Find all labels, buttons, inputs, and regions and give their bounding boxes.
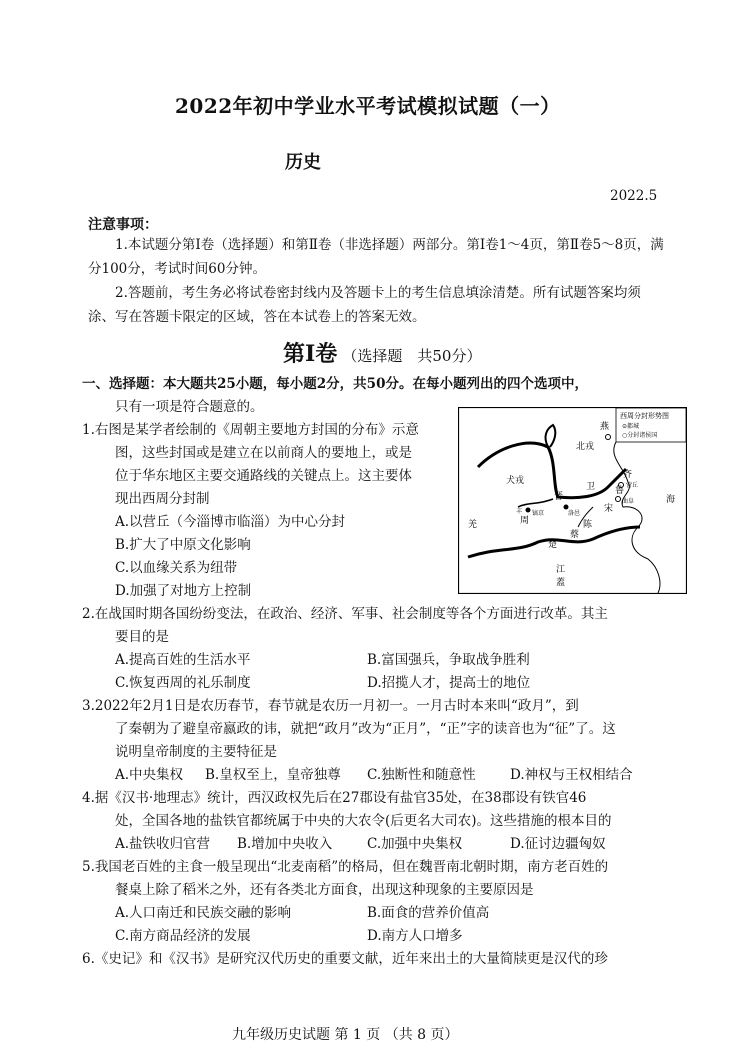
q3-line-2: 了秦朝为了避皇帝嬴政的讳，就把“政月”改为“正月”，“正”字的读音也为“征”了。这 [115,721,616,737]
map-legend-state: ○分封诸侯国 [622,432,658,439]
q6-line-1: 6.《史记》和《汉书》是研究汉代历史的重要文献，近年来出土的大量简牍更是汉代的珍 [82,951,608,967]
q2-option-c: C.恢复西周的礼乐制度 [115,675,251,691]
exam-title: 2022年初中学业水平考试模拟试题（一） [175,94,561,118]
q4-option-b: B.增加中央收入 [237,836,333,852]
notice-item-2: 2.答题前，考生务必将试卷密封线内及答题卡上的考生信息填涂清楚。所有试题答案均须涂、写在答题卡限定的区域，答在本试卷上的答案无效。 [88,285,641,325]
q3-option-d: D.神权与王权相结合 [510,767,633,783]
q5-option-d: D.南方人口增多 [367,928,463,944]
map-label-cai: 蔡 [570,530,580,540]
map-label-yingqiu: 营丘 [626,482,639,489]
q1-option-d: D.加强了对地方上控制 [115,583,252,599]
map-label-gai: 蓋 [556,578,566,588]
map-label-jiang: 江 [556,565,566,575]
q4-option-a: A.盐铁收归官营 [115,836,211,852]
map-label-qi: 齐 [623,470,633,480]
map-label-jin: 晋 [554,492,564,502]
map-title: 西周分封形势图 [620,412,669,420]
section-title-main: 第Ⅰ卷 [283,341,338,367]
q1-line-1: 1.右图是某学者绘制的《周朝主要地方封国的分布》示意 [82,422,419,438]
map-label-qiang: 羌 [468,520,478,530]
map-label-song: 宋 [604,504,614,514]
q1-option-a: A.以营丘（今淄博市临淄）为中心分封 [115,514,346,530]
map-label-yan: 燕 [600,422,610,432]
section-title-sub: （选择题 共50分） [342,347,482,365]
map-label-chen: 陈 [583,520,593,530]
q3-option-b: B.皇权至上，皇帝独尊 [205,767,341,783]
exam-subject: 历史 [285,152,321,173]
q3-line-3: 说明皇帝制度的主要特征是 [115,744,277,760]
q2-line-2: 要目的是 [115,629,169,645]
map-label-chu: 楚 [548,540,558,550]
page-footer: 九年级历史试题 第 1 页 （共 8 页） [232,1027,459,1043]
q3-option-a: A.中央集权 [115,767,184,783]
q2-option-a: A.提高百姓的生活水平 [115,652,251,668]
map-label-luoyi: 洛邑 [568,510,581,517]
map-legend-capital: ⊙都城 [622,423,640,430]
map-label-feng: 丰 [516,508,523,515]
q1-line-4: 现出西周分封制 [115,491,210,507]
q2-option-d: D.招揽人才，提高士的地位 [367,675,531,691]
q5-option-c: C.南方商品经济的发展 [115,928,251,944]
notice-heading: 注意事项： [88,217,158,233]
q1-option-b: B.扩大了中原文化影响 [115,537,251,553]
western-zhou-map [458,407,687,594]
q3-option-c: C.独断性和随意性 [367,767,476,783]
section-title [283,337,481,368]
q5-line-1: 5.我国老百姓的主食一般呈现出“北麦南稻”的格局，但在魏晋南北朝时期，南方老百姓的 [82,859,609,875]
exam-date: 2022.5 [610,188,658,204]
q4-line-2: 处，全国各地的盐铁官都统属于中央的大农令(后更名大司农)。这些措施的根本目的 [115,813,612,829]
q2-line-1: 2.在战国时期各国纷纷变法，在政治、经济、军事、社会制度等各个方面进行改革。其主 [82,606,608,622]
q4-option-c: C.加强中央集权 [367,836,463,852]
q1-line-2: 图，这些封国或是建立在以前商人的要地上，或是 [115,445,412,461]
q5-option-b: B.面食的营养价值高 [367,905,490,921]
map-label-haojing: 镐京 [532,510,545,517]
map-label-zhou: 周 [520,516,530,526]
q1-option-c: C.以血缘关系为纽带 [115,560,238,576]
map-label-sea: 海 [666,495,676,505]
q4-option-d: D.征讨边疆匈奴 [510,836,606,852]
map-label-beirong: 北戎 [576,442,595,452]
map-label-wei: 卫 [586,482,596,492]
section-instruction-1: 一、选择题：本大题共25小题，每小题2分，共50分。在每小题列出的四个选项中， [82,376,588,392]
map-label-qufu: 曲阜 [622,498,635,505]
q5-option-a: A.人口南迁和民族交融的影响 [115,905,292,921]
q3-line-1: 3.2022年2月1日是农历春节，春节就是农历一月初一。一月古时本来叫“政月”，到 [82,698,579,714]
q2-option-b: B.富国强兵，争取战争胜利 [367,652,530,668]
q1-line-3: 位于华东地区主要交通路线的关键点上。这主要体 [115,468,412,484]
map-label-quanrong: 犬戎 [506,476,525,486]
notice-item-1: 1.本试题分第Ⅰ卷（选择题）和第Ⅱ卷（非选择题）两部分。第Ⅰ卷1～4页，第Ⅱ卷5～8页，满分100分，考试时间60分钟。 [88,237,664,277]
map-label-lu: 鲁 [615,486,625,496]
q5-line-2: 餐桌上除了稻米之外，还有各类北方面食，出现这种现象的主要原因是 [115,882,534,898]
q4-line-1: 4.据《汉书·地理志》统计，西汉政权先后在27郡设有盐官35处，在38郡设有铁官46 [82,790,587,806]
section-instruction-2: 只有一项是符合题意的。 [115,399,264,415]
